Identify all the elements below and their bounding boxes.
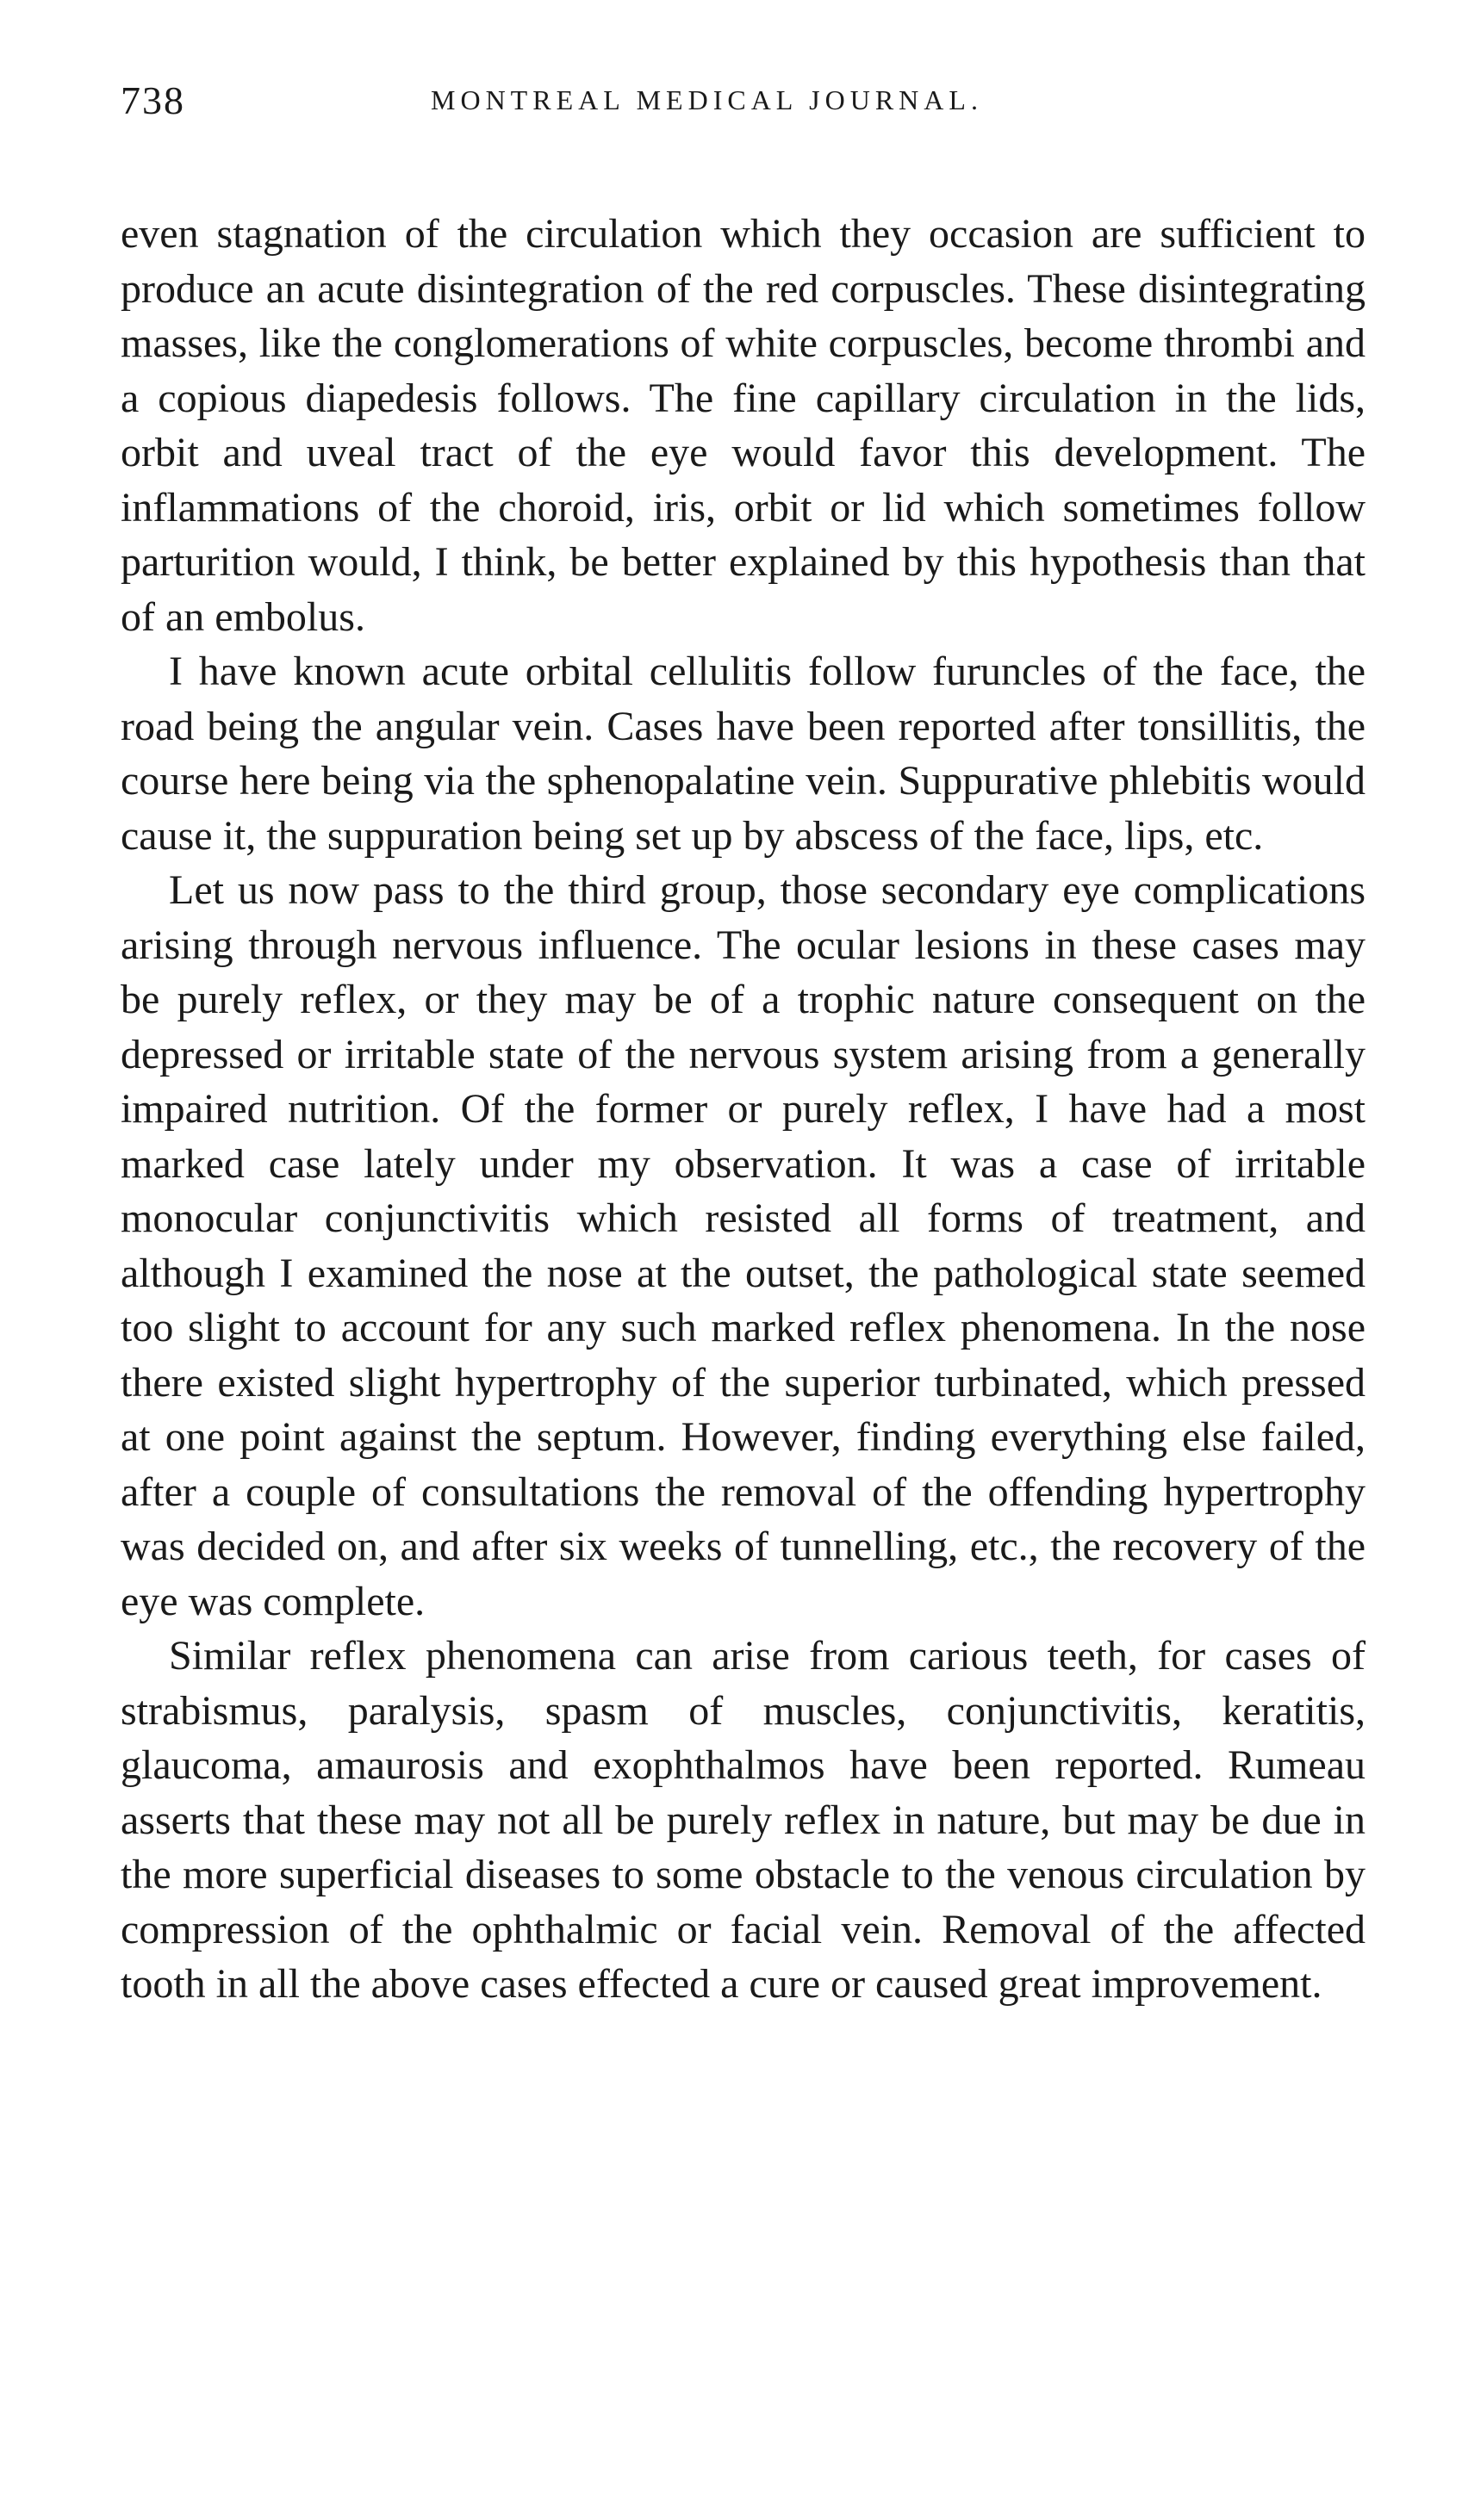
paragraph-continuation: even stagnation of the circulation which they occasion are sufficient to produce an acute disintegration of the red corpuscles. These disintegrating masses, like the conglomerations of white corpuscles, become thrombi and a copious diapedesis follows. The fine capillary circulation in the lids, orbit and uveal tract of the eye would favor this development. The inflammations of the choroid, iris, orbit or lid which sometimes follow parturition would, I think, be better explained by this hypothesis than that of an embolus.: [121, 211, 1366, 640]
document-page: [121, 78, 1366, 2012]
body-text: [121, 207, 1366, 2012]
running-head: MONTREAL MEDICAL JOURNAL.: [431, 84, 983, 115]
page-header: [121, 78, 1366, 146]
page-number: 738: [121, 78, 185, 122]
paragraph-carious-teeth: Similar reflex phenomena can arise from carious teeth, for cases of strabismus, paralysis, spasm of muscles, conjunctivitis, keratitis, glaucoma, amaurosis and exophthalmos have been reported. Rumeau asserts that these may not all be purely reflex in nature, but may be due in the more superficial diseases to some obstacle to the venous circulation by compression of the ophthalmic or facial vein. Removal of the affected tooth in all the above cases effected a cure or caused great improvement.: [121, 1633, 1366, 2007]
paragraph-nervous-influence: Let us now pass to the third group, those secondary eye complications arising through nervous influence. The ocular lesions in these cases may be purely reflex, or they may be of a trophic nature consequent on the depressed or irritable state of the nervous system arising from a generally impaired nutrition. Of the former or purely reflex, I have had a most marked case lately under my observation. It was a case of irritable monocular conjunctivitis which resisted all forms of treatment, and although I examined the nose at the outset, the pathological state seemed too slight to account for any such marked reflex phenomena. In the nose there existed slight hypertrophy of the superior turbinated, which pressed at one point against the septum. However, finding everything else failed, after a couple of consultations the removal of the offending hypertrophy was decided on, and after six weeks of tunnelling, etc., the recovery of the eye was complete.: [121, 867, 1366, 1624]
paragraph-orbital-cellulitis: I have known acute orbital cellulitis follow furuncles of the face, the road being the angular vein. Cases have been reported after tonsillitis, the course here being via the sphenopalatine vein. Suppurative phlebitis would cause it, the suppuration being set up by abscess of the face, lips, etc.: [121, 649, 1366, 859]
